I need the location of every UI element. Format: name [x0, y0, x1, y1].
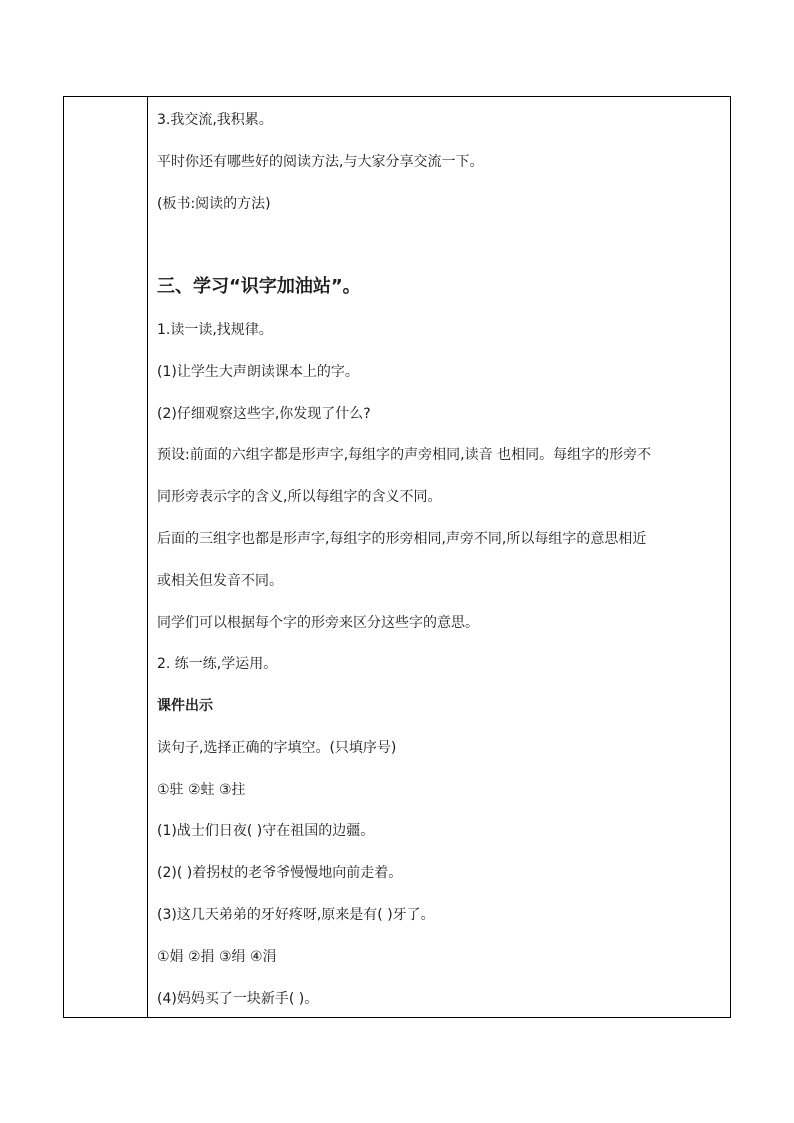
preset-line-1: 预设:前面的六组字都是形声字,每组字的声旁相同,读音 也相同。每组字的形旁不 [157, 447, 652, 463]
courseware-label: 课件出示 [157, 698, 213, 714]
paragraph-line-1: 后面的三组字也都是形声字,每组字的形旁相同,声旁不同,所以每组字的意思相近 [157, 531, 647, 547]
step-2: (2)仔细观察这些字,你发现了什么? [157, 406, 371, 422]
subsection-read: 1.读一读,找规律。 [157, 322, 273, 338]
exercise-instruction: 读句子,选择正确的字填空。(只填序号) [157, 740, 397, 756]
question-3: (3)这几天弟弟的牙好疼呀,原来是有( )牙了。 [157, 907, 435, 923]
paragraph-distinguish: 同学们可以根据每个字的形旁来区分这些字的意思。 [157, 615, 479, 631]
column-divider [147, 96, 148, 1018]
paragraph-share-methods: 平时你还有哪些好的阅读方法,与大家分享交流一下。 [157, 154, 484, 170]
options-group-1: ①驻 ②蛀 ③拄 [157, 782, 246, 798]
preset-line-2: 同形旁表示字的含义,所以每组字的含义不同。 [157, 489, 442, 505]
subsection-exchange: 3.我交流,我积累。 [157, 112, 273, 128]
question-1: (1)战士们日夜( )守在祖国的边疆。 [157, 823, 375, 839]
subsection-practice: 2. 练一练,学运用。 [157, 656, 278, 672]
step-1: (1)让学生大声朗读课本上的字。 [157, 364, 359, 380]
section-heading: 三、学习“识字加油站”。 [157, 276, 361, 297]
options-group-2: ①娟 ②捐 ③绢 ④涓 [157, 949, 277, 965]
paragraph-line-2: 或相关但发音不同。 [157, 573, 283, 589]
question-4: (4)妈妈买了一块新手( )。 [157, 991, 319, 1007]
question-2: (2)( )着拐杖的老爷爷慢慢地向前走着。 [157, 865, 403, 881]
board-note: (板书:阅读的方法) [157, 196, 271, 212]
